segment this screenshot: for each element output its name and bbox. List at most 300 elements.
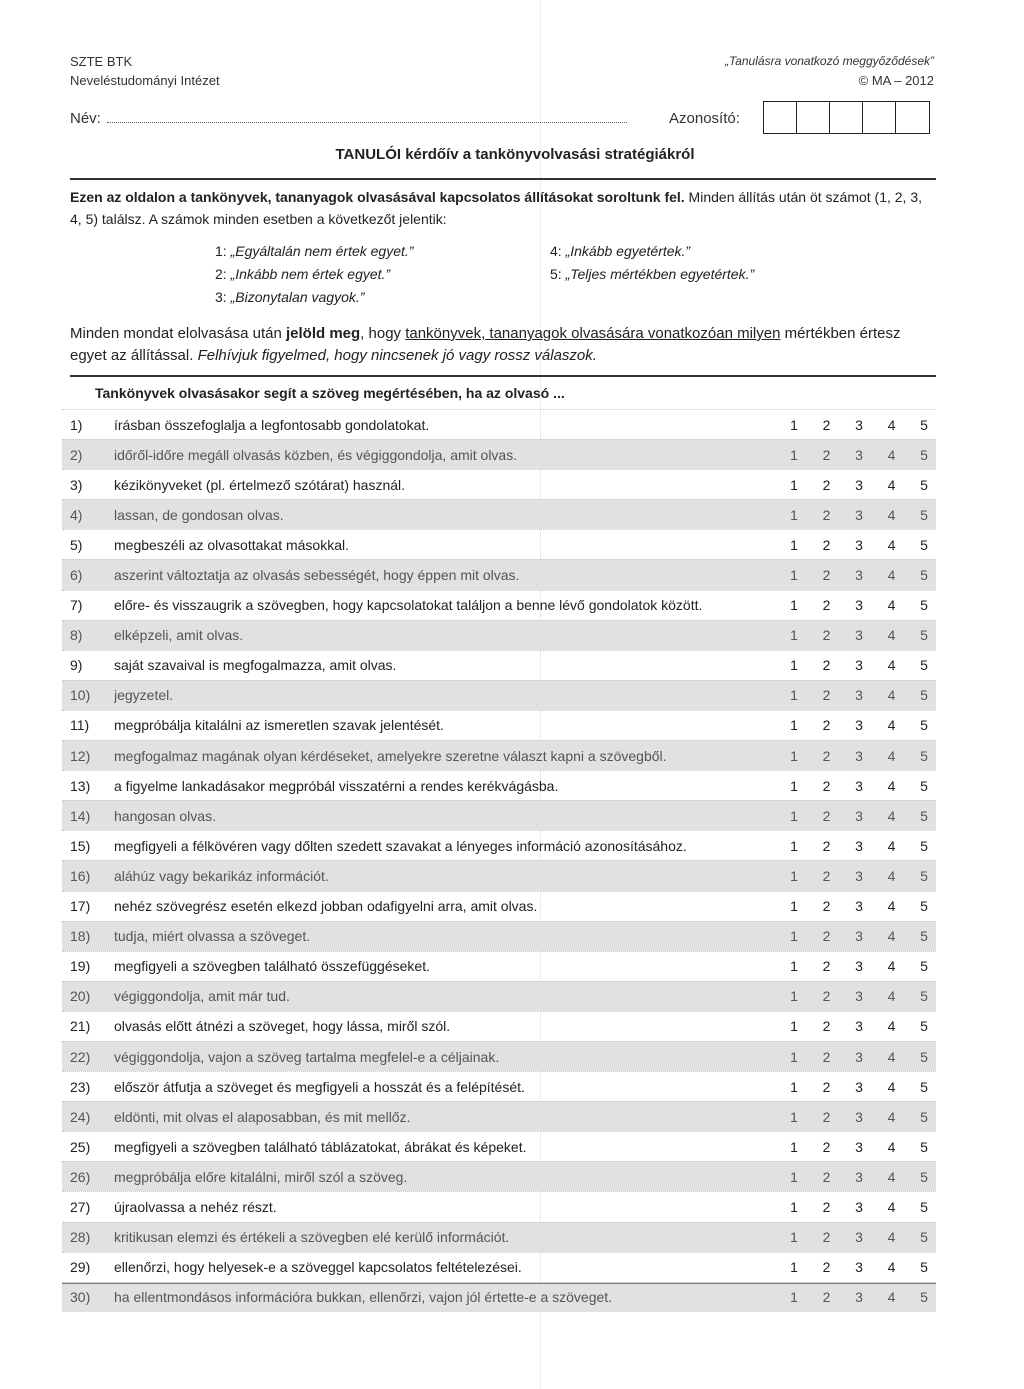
statement-number: 9) [70, 657, 83, 674]
rating-option-3[interactable]: 3 [855, 1229, 863, 1246]
name-row [70, 110, 627, 127]
statement-row [62, 770, 936, 800]
rating-options [786, 1139, 936, 1155]
rating-options [786, 477, 936, 493]
statement-row [62, 590, 936, 620]
rating-option-5[interactable]: 5 [920, 867, 928, 884]
rating-options [786, 1079, 936, 1095]
rating-option-4[interactable]: 4 [887, 717, 896, 734]
rating-option-4[interactable]: 4 [887, 536, 896, 553]
rating-option-2[interactable]: 2 [822, 446, 831, 463]
statement-number: 29) [70, 1259, 91, 1276]
rating-option-5[interactable]: 5 [920, 657, 928, 674]
statement-text: megfigyeli a félkövéren vagy dőlten szedett szavakat a lényeges információ azonosításához. [114, 837, 687, 854]
statement-text: a figyelme lankadásakor megpróbál visszatérni a rendes kerékvágásba. [114, 777, 559, 794]
statement-text: előre- és visszaugrik a szövegben, hogy kapcsolatokat találjon a benne lévő gondolatok között. [114, 597, 703, 614]
statement-text: megfigyeli a szövegben található táblázatokat, ábrákat és képeket. [114, 1138, 527, 1155]
rating-options [786, 868, 936, 884]
rating-option-2[interactable]: 2 [822, 1018, 831, 1035]
rating-option-4[interactable]: 4 [887, 1108, 896, 1125]
rating-option-2[interactable]: 2 [822, 416, 831, 433]
rating-option-5[interactable]: 5 [920, 837, 928, 854]
scale-item: 4: „Inkább egyetértek.” [550, 243, 691, 259]
rating-options [786, 808, 936, 824]
rating-option-4[interactable]: 4 [887, 1168, 896, 1185]
rating-option-2[interactable]: 2 [822, 597, 831, 614]
rating-option-5[interactable]: 5 [920, 898, 928, 915]
rating-option-3[interactable]: 3 [855, 476, 863, 493]
statement-number: 5) [70, 536, 83, 553]
statement-row [62, 1161, 936, 1191]
rating-option-1[interactable]: 1 [790, 747, 798, 764]
rating-option-3[interactable]: 3 [855, 867, 863, 884]
instructions-paragraph: Minden mondat elolvasása után jelöld meg, hogy tankönyvek, tananyagok olvasására vonatkozóan milyen mértékben értesz egyet az állítással. Felhívjuk figyelmed, hogy nincsenek jó vagy rossz válaszok. [70, 325, 901, 364]
rating-options [786, 898, 936, 914]
rating-option-4[interactable]: 4 [887, 1229, 896, 1246]
rating-option-5[interactable]: 5 [920, 717, 928, 734]
rating-option-4[interactable]: 4 [887, 898, 896, 915]
rating-options [786, 778, 936, 794]
rating-option-5[interactable]: 5 [920, 1259, 928, 1276]
rating-option-2[interactable]: 2 [822, 928, 831, 945]
id-digit-box[interactable] [830, 102, 863, 133]
statement-number: 24) [70, 1108, 91, 1125]
rating-option-3[interactable]: 3 [855, 747, 863, 764]
rating-options [786, 1109, 936, 1125]
scale-item: 5: „Teljes mértékben egyetértek.” [550, 266, 755, 282]
rating-option-5[interactable]: 5 [920, 928, 928, 945]
statement-number: 26) [70, 1168, 91, 1185]
rating-option-4[interactable]: 4 [887, 446, 896, 463]
rating-option-2[interactable]: 2 [822, 1078, 831, 1095]
statement-row [62, 529, 936, 559]
rating-option-4[interactable]: 4 [887, 1259, 896, 1276]
statement-number: 4) [70, 506, 83, 523]
rating-option-1[interactable]: 1 [790, 506, 798, 523]
rating-option-3[interactable]: 3 [855, 657, 863, 674]
page-title-text: TANULÓI kérdőív a tankönyvolvasási stratégiákról [335, 146, 695, 163]
rating-option-1[interactable]: 1 [790, 1259, 798, 1276]
statement-row [62, 650, 936, 680]
rating-options [786, 1289, 936, 1305]
divider [62, 1283, 936, 1284]
rating-option-4[interactable]: 4 [887, 1198, 896, 1215]
rating-option-3[interactable]: 3 [855, 567, 863, 584]
statement-text: megfogalmaz magának olyan kérdéseket, amelyekre szeretne választ kapni a szövegből. [114, 747, 667, 764]
statement-number: 11) [70, 717, 90, 734]
statement-text: megpróbálja kitalálni az ismeretlen szavak jelentését. [114, 717, 444, 734]
rating-option-2[interactable]: 2 [822, 476, 831, 493]
rating-option-4[interactable]: 4 [887, 627, 896, 644]
rating-option-2[interactable]: 2 [822, 837, 831, 854]
rating-option-4[interactable]: 4 [887, 506, 896, 523]
rating-option-3[interactable]: 3 [855, 1289, 863, 1306]
rating-option-5[interactable]: 5 [920, 1229, 928, 1246]
rating-option-2[interactable]: 2 [822, 807, 831, 824]
statement-row [62, 1011, 936, 1041]
rating-option-5[interactable]: 5 [920, 1168, 928, 1185]
rating-options [786, 1199, 936, 1215]
rating-options [786, 687, 936, 703]
statement-row [62, 409, 936, 439]
rating-options [786, 958, 936, 974]
rating-option-2[interactable]: 2 [822, 536, 831, 553]
statement-number: 8) [70, 627, 83, 644]
rating-option-4[interactable]: 4 [887, 597, 896, 614]
statement-number: 18) [70, 928, 91, 945]
rating-option-2[interactable]: 2 [822, 1198, 831, 1215]
rating-option-1[interactable]: 1 [790, 476, 798, 493]
rating-option-4[interactable]: 4 [887, 747, 896, 764]
statement-text: végiggondolja, amit már tud. [114, 988, 290, 1005]
statement-row [62, 1282, 936, 1312]
rating-option-1[interactable]: 1 [790, 1229, 798, 1246]
statement-list [62, 409, 936, 1312]
statement-number: 27) [70, 1198, 91, 1215]
statement-number: 23) [70, 1078, 91, 1095]
scale-item: 3: „Bizonytalan vagyok.” [215, 289, 365, 305]
intro-bold: Ezen az oldalon a tankönyvek, tananyagok olvasásával kapcsolatos állításokat soroltunk fel. [70, 189, 685, 205]
rating-options [786, 988, 936, 1004]
rating-option-2[interactable]: 2 [822, 958, 831, 975]
statement-row [62, 1222, 936, 1252]
statement-number: 28) [70, 1229, 91, 1246]
statement-number: 13) [70, 777, 91, 794]
statement-number: 7) [70, 597, 83, 614]
statement-row [62, 740, 936, 770]
statement-number: 19) [70, 958, 91, 975]
statement-number: 10) [70, 687, 91, 704]
rating-option-2[interactable]: 2 [822, 687, 831, 704]
rating-option-2[interactable]: 2 [822, 867, 831, 884]
rating-option-1[interactable]: 1 [790, 928, 798, 945]
rating-option-3[interactable]: 3 [855, 777, 863, 794]
rating-option-1[interactable]: 1 [790, 958, 798, 975]
rating-options [786, 507, 936, 523]
rating-option-2[interactable]: 2 [822, 1259, 831, 1276]
rating-option-3[interactable]: 3 [855, 536, 863, 553]
statement-text: aszerint változtatja az olvasás sebességét, hogy éppen mit olvas. [114, 567, 520, 584]
rating-option-1[interactable]: 1 [790, 627, 798, 644]
rating-option-1[interactable]: 1 [790, 807, 798, 824]
rating-option-3[interactable]: 3 [855, 416, 863, 433]
statement-number: 2) [70, 446, 83, 463]
statement-number: 21) [70, 1018, 91, 1035]
rating-option-1[interactable]: 1 [790, 1048, 798, 1065]
rating-option-4[interactable]: 4 [887, 807, 896, 824]
id-digit-box[interactable] [797, 102, 830, 133]
statement-text: megpróbálja előre kitalálni, miről szól a szöveg. [114, 1168, 408, 1185]
rating-option-4[interactable]: 4 [887, 1018, 896, 1035]
rating-option-1[interactable]: 1 [790, 837, 798, 854]
id-label: Azonosító: [669, 110, 740, 127]
statement-row [62, 680, 936, 710]
rating-option-2[interactable]: 2 [822, 1048, 831, 1065]
rating-option-3[interactable]: 3 [855, 807, 863, 824]
rating-option-1[interactable]: 1 [790, 446, 798, 463]
rating-option-3[interactable]: 3 [855, 1018, 863, 1035]
document-series-title: „Tanulásra vonatkozó meggyőződések” [724, 54, 934, 68]
statement-row [62, 1252, 936, 1282]
rating-option-5[interactable]: 5 [920, 1048, 928, 1065]
rating-option-5[interactable]: 5 [920, 1289, 928, 1306]
rating-option-4[interactable]: 4 [887, 777, 896, 794]
rating-option-5[interactable]: 5 [920, 446, 928, 463]
rating-option-2[interactable]: 2 [822, 627, 831, 644]
rating-option-4[interactable]: 4 [887, 958, 896, 975]
statement-row [62, 559, 936, 589]
rating-options [786, 838, 936, 854]
rating-option-1[interactable]: 1 [790, 898, 798, 915]
rating-option-5[interactable]: 5 [920, 1078, 928, 1095]
rating-option-5[interactable]: 5 [920, 807, 928, 824]
document-header [725, 52, 934, 90]
rating-option-3[interactable]: 3 [855, 958, 863, 975]
rating-option-5[interactable]: 5 [920, 1018, 928, 1035]
rating-option-1[interactable]: 1 [790, 597, 798, 614]
rating-option-2[interactable]: 2 [822, 657, 831, 674]
rating-option-2[interactable]: 2 [822, 777, 831, 794]
rating-option-2[interactable]: 2 [822, 567, 831, 584]
statement-row [62, 800, 936, 830]
statement-text: először átfutja a szöveget és megfigyeli a hosszát és a felépítését. [114, 1078, 525, 1095]
statement-number: 12) [70, 747, 91, 764]
rating-option-1[interactable]: 1 [790, 687, 798, 704]
statement-text: megfigyeli a szövegben található összefüggéseket. [114, 958, 430, 975]
institution-header [70, 52, 220, 90]
rating-option-2[interactable]: 2 [822, 898, 831, 915]
statement-row [62, 921, 936, 951]
rating-option-4[interactable]: 4 [887, 928, 896, 945]
rating-option-3[interactable]: 3 [855, 1138, 863, 1155]
rating-option-4[interactable]: 4 [887, 1289, 896, 1306]
copyright-notice: © MA – 2012 [858, 73, 934, 88]
rating-option-1[interactable]: 1 [790, 567, 798, 584]
statement-number: 22) [70, 1048, 91, 1065]
rating-option-1[interactable]: 1 [790, 416, 798, 433]
rating-options [786, 1169, 936, 1185]
rating-option-4[interactable]: 4 [887, 416, 896, 433]
rating-option-3[interactable]: 3 [855, 1078, 863, 1095]
statement-row [62, 469, 936, 499]
rating-option-5[interactable]: 5 [920, 958, 928, 975]
statement-text: olvasás előtt átnézi a szöveget, hogy lássa, miről szól. [114, 1018, 451, 1035]
rating-option-1[interactable]: 1 [790, 536, 798, 553]
name-field[interactable] [107, 110, 627, 123]
rating-option-3[interactable]: 3 [855, 1259, 863, 1276]
rating-option-3[interactable]: 3 [855, 837, 863, 854]
rating-option-5[interactable]: 5 [920, 747, 928, 764]
statement-row [62, 1041, 936, 1071]
statement-row [62, 620, 936, 650]
rating-option-2[interactable]: 2 [822, 747, 831, 764]
statement-row [62, 1191, 936, 1221]
rating-option-3[interactable]: 3 [855, 1108, 863, 1125]
divider [70, 375, 936, 377]
statement-text: kézikönyveket (pl. értelmező szótárat) használ. [114, 476, 406, 493]
rating-option-3[interactable]: 3 [855, 717, 863, 734]
rating-option-1[interactable]: 1 [790, 1018, 798, 1035]
rating-option-4[interactable]: 4 [887, 567, 896, 584]
rating-option-1[interactable]: 1 [790, 988, 798, 1005]
rating-option-2[interactable]: 2 [822, 717, 831, 734]
rating-option-5[interactable]: 5 [920, 687, 928, 704]
statement-row [62, 891, 936, 921]
intro-paragraph [70, 186, 936, 230]
rating-option-1[interactable]: 1 [790, 1078, 798, 1095]
statement-text: elképzeli, amit olvas. [114, 627, 244, 644]
statement-number: 17) [70, 898, 91, 915]
rating-option-5[interactable]: 5 [920, 777, 928, 794]
rating-options [786, 1018, 936, 1034]
rating-option-4[interactable]: 4 [887, 687, 896, 704]
rating-option-1[interactable]: 1 [790, 657, 798, 674]
institution-line2: Neveléstudományi Intézet [70, 73, 220, 88]
rating-option-1[interactable]: 1 [790, 1138, 798, 1155]
rating-option-3[interactable]: 3 [855, 988, 863, 1005]
statement-text: időről-időre megáll olvasás közben, és végiggondolja, amit olvas. [114, 446, 518, 463]
statement-row [62, 1101, 936, 1131]
rating-option-2[interactable]: 2 [822, 1108, 831, 1125]
rating-options [786, 657, 936, 673]
rating-option-5[interactable]: 5 [920, 1198, 928, 1215]
rating-option-4[interactable]: 4 [887, 837, 896, 854]
id-digit-box[interactable] [764, 102, 797, 133]
rating-option-2[interactable]: 2 [822, 506, 831, 523]
statement-number: 16) [70, 867, 91, 884]
statement-text: eldönti, mit olvas el alaposabban, és mit mellőz. [114, 1108, 411, 1125]
scale-item: 2: „Inkább nem értek egyet.” [215, 266, 391, 282]
statement-number: 14) [70, 807, 91, 824]
rating-options [786, 567, 936, 583]
rating-option-5[interactable]: 5 [920, 567, 928, 584]
rating-options [786, 717, 936, 733]
statement-number: 25) [70, 1138, 91, 1155]
statement-text: tudja, miért olvassa a szöveget. [114, 928, 311, 945]
statement-text: végiggondolja, vajon a szöveg tartalma megfelel-e a céljainak. [114, 1048, 500, 1065]
statement-row [62, 1131, 936, 1161]
statement-number: 15) [70, 837, 91, 854]
rating-option-4[interactable]: 4 [887, 476, 896, 493]
rating-option-3[interactable]: 3 [855, 928, 863, 945]
statement-text: kritikusan elemzi és értékeli a szövegben elé kerülő információt. [114, 1229, 510, 1246]
rating-option-4[interactable]: 4 [887, 988, 896, 1005]
rating-option-5[interactable]: 5 [920, 536, 928, 553]
statement-text: nehéz szövegrész esetén elkezd jobban odafigyelni arra, amit olvas. [114, 898, 538, 915]
rating-option-3[interactable]: 3 [855, 898, 863, 915]
rating-option-3[interactable]: 3 [855, 627, 863, 644]
rating-option-2[interactable]: 2 [822, 988, 831, 1005]
statement-row [62, 981, 936, 1011]
id-digit-box[interactable] [896, 102, 929, 133]
statement-number: 6) [70, 567, 83, 584]
rating-options [786, 1049, 936, 1065]
rating-option-1[interactable]: 1 [790, 1198, 798, 1215]
rating-option-5[interactable]: 5 [920, 627, 928, 644]
statement-row [62, 830, 936, 860]
statement-text: újraolvassa a nehéz részt. [114, 1198, 277, 1215]
statement-text: hangosan olvas. [114, 807, 216, 824]
rating-option-3[interactable]: 3 [855, 1048, 863, 1065]
section-heading: Tankönyvek olvasásakor segít a szöveg megértésében, ha az olvasó ... [95, 385, 565, 401]
rating-option-3[interactable]: 3 [855, 597, 863, 614]
rating-option-5[interactable]: 5 [920, 416, 928, 433]
rating-option-4[interactable]: 4 [887, 867, 896, 884]
rating-option-4[interactable]: 4 [887, 657, 896, 674]
rating-option-1[interactable]: 1 [790, 717, 798, 734]
rating-option-5[interactable]: 5 [920, 1138, 928, 1155]
page-title [0, 146, 1024, 163]
rating-option-2[interactable]: 2 [822, 1229, 831, 1246]
statement-text: jegyzetel. [114, 687, 174, 704]
statement-row [62, 860, 936, 890]
statement-row [62, 499, 936, 529]
scale-item: 1: „Egyáltalán nem értek egyet.” [215, 243, 414, 259]
rating-options [786, 537, 936, 553]
statement-text: írásban összefoglalja a legfontosabb gondolatokat. [114, 416, 430, 433]
statement-number: 30) [70, 1289, 91, 1306]
statement-text: lassan, de gondosan olvas. [114, 506, 284, 523]
rating-options [786, 1259, 936, 1275]
scale-legend-left [215, 240, 413, 309]
rating-options [786, 928, 936, 944]
statement-text: megbeszéli az olvasottakat másokkal. [114, 536, 349, 553]
rating-option-2[interactable]: 2 [822, 1168, 831, 1185]
statement-text: aláhúz vagy bekarikáz információt. [114, 867, 329, 884]
rating-option-4[interactable]: 4 [887, 1078, 896, 1095]
rating-options [786, 447, 936, 463]
rating-option-1[interactable]: 1 [790, 777, 798, 794]
rating-option-2[interactable]: 2 [822, 1138, 831, 1155]
divider [70, 178, 936, 180]
statement-row [62, 710, 936, 740]
rating-option-5[interactable]: 5 [920, 506, 928, 523]
rating-option-1[interactable]: 1 [790, 1289, 798, 1306]
rating-option-3[interactable]: 3 [855, 1198, 863, 1215]
name-label: Név: [70, 110, 101, 127]
rating-option-3[interactable]: 3 [855, 506, 863, 523]
rating-option-3[interactable]: 3 [855, 687, 863, 704]
statement-row [62, 439, 936, 469]
rating-option-5[interactable]: 5 [920, 476, 928, 493]
rating-option-3[interactable]: 3 [855, 1168, 863, 1185]
institution-line1: SZTE BTK [70, 54, 133, 69]
scale-legend-right [550, 240, 754, 286]
id-field [763, 101, 930, 134]
statement-number: 3) [70, 476, 83, 493]
statement-text: ellenőrzi, hogy helyesek-e a szöveggel kapcsolatos feltételezései. [114, 1259, 522, 1276]
rating-option-5[interactable]: 5 [920, 597, 928, 614]
rating-options [786, 1229, 936, 1245]
rating-option-4[interactable]: 4 [887, 1138, 896, 1155]
rating-option-1[interactable]: 1 [790, 1168, 798, 1185]
rating-option-1[interactable]: 1 [790, 1108, 798, 1125]
intro-rest: Minden állítás után öt számot (1, 2, 3, 4, 5) találsz. A számok minden esetben a következőt jelentik: [70, 189, 923, 227]
rating-options [786, 597, 936, 613]
statement-number: 1) [70, 416, 83, 433]
rating-option-1[interactable]: 1 [790, 867, 798, 884]
statement-row [62, 1071, 936, 1101]
statement-text: saját szavaival is megfogalmazza, amit olvas. [114, 657, 397, 674]
rating-option-5[interactable]: 5 [920, 1108, 928, 1125]
rating-option-2[interactable]: 2 [822, 1289, 831, 1306]
id-digit-box[interactable] [863, 102, 896, 133]
rating-options [786, 627, 936, 643]
rating-option-5[interactable]: 5 [920, 988, 928, 1005]
rating-option-4[interactable]: 4 [887, 1048, 896, 1065]
rating-options [786, 748, 936, 764]
rating-option-3[interactable]: 3 [855, 446, 863, 463]
